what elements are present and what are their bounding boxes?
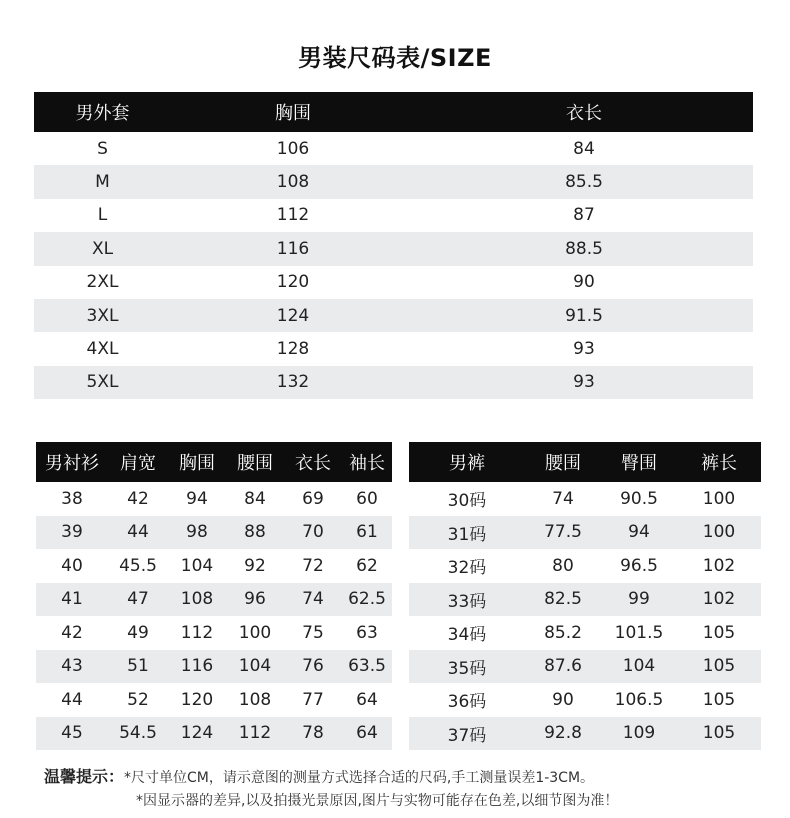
table-cell: 93	[573, 339, 595, 360]
table-row	[34, 199, 753, 232]
shirt-table-body	[36, 482, 392, 750]
table-cell: 120	[180, 689, 214, 710]
table-cell: 52	[127, 689, 149, 710]
table-cell: 33码	[447, 591, 487, 612]
table-row	[409, 650, 761, 684]
table-cell: 85.2	[544, 622, 582, 643]
table-row	[36, 583, 392, 617]
table-row	[36, 717, 392, 751]
table-cell: 88.5	[565, 238, 603, 259]
table-row	[36, 683, 392, 717]
table-row	[409, 516, 761, 550]
table-cell: 100	[702, 488, 736, 509]
table-cell: 112	[238, 723, 272, 744]
table-header-row	[36, 442, 392, 482]
column-header-pants-size: 男裤	[449, 453, 485, 474]
table-cell: 105	[702, 622, 736, 643]
column-header-jacket-size: 男外套	[75, 103, 130, 124]
table-cell: 30码	[447, 491, 487, 512]
table-cell: 108	[238, 689, 272, 710]
tips-line-2	[44, 789, 764, 813]
table-cell: 39	[61, 522, 83, 543]
table-cell: 105	[702, 689, 736, 710]
table-row	[409, 683, 761, 717]
table-cell: 92.8	[544, 723, 582, 744]
table-cell: 34码	[447, 625, 487, 646]
table-cell: 124	[276, 305, 310, 326]
column-header-sleeve: 袖长	[349, 453, 385, 474]
table-cell: 2XL	[86, 272, 119, 293]
table-cell: 112	[276, 205, 310, 226]
table-cell: 60	[356, 488, 378, 509]
table-cell: 76	[302, 656, 324, 677]
jacket-size-table	[34, 92, 753, 399]
table-cell: 94	[186, 488, 208, 509]
column-header-length: 衣长	[295, 453, 331, 474]
column-header-waist: 腰围	[237, 453, 273, 474]
table-cell: 40	[61, 555, 83, 576]
table-row	[36, 516, 392, 550]
table-cell: 78	[302, 723, 324, 744]
table-row	[34, 232, 753, 265]
table-row	[409, 482, 761, 516]
table-cell: 4XL	[86, 339, 119, 360]
table-cell: 45	[61, 723, 83, 744]
table-cell: 5XL	[86, 372, 119, 393]
table-row	[36, 616, 392, 650]
shirt-size-table	[36, 442, 392, 750]
table-cell: 62.5	[348, 589, 386, 610]
table-cell: 96.5	[620, 555, 658, 576]
page-title: 男装尺码表/SIZE	[298, 44, 492, 72]
table-cell: 87.6	[544, 656, 582, 677]
table-cell: 84	[244, 488, 266, 509]
table-cell: 70	[302, 522, 324, 543]
column-header-waist: 腰围	[545, 453, 581, 474]
table-cell: S	[97, 138, 108, 159]
column-header-shoulder: 肩宽	[120, 453, 156, 474]
table-cell: 106.5	[614, 689, 664, 710]
table-row	[36, 482, 392, 516]
table-row	[36, 650, 392, 684]
table-cell: 31码	[447, 524, 487, 545]
table-row	[34, 266, 753, 299]
table-cell: 102	[702, 589, 736, 610]
table-cell: 61	[356, 522, 378, 543]
table-cell: 44	[61, 689, 83, 710]
table-cell: 49	[127, 622, 149, 643]
jacket-table-body	[34, 132, 753, 399]
table-cell: 94	[628, 522, 650, 543]
table-cell: M	[95, 172, 110, 193]
table-cell: L	[97, 205, 108, 226]
tips-text-1: *尺寸单位CM，请示意图的测量方式选择合适的尺码,手工测量误差1-3CM。	[124, 770, 595, 786]
table-cell: 88	[244, 522, 266, 543]
table-cell: 63.5	[348, 656, 386, 677]
table-cell: 106	[276, 138, 310, 159]
table-cell: 69	[302, 488, 324, 509]
pants-size-table	[409, 442, 761, 750]
table-cell: 47	[127, 589, 149, 610]
table-cell: 92	[244, 555, 266, 576]
table-row	[34, 332, 753, 365]
table-cell: 32码	[447, 558, 487, 579]
column-header-hip: 臀围	[621, 453, 657, 474]
table-cell: 38	[61, 488, 83, 509]
table-cell: 112	[180, 622, 214, 643]
table-cell: 90	[573, 272, 595, 293]
table-cell: 64	[356, 689, 378, 710]
table-cell: 64	[356, 723, 378, 744]
table-cell: 45.5	[119, 555, 157, 576]
table-row	[34, 132, 753, 165]
table-header-row	[34, 92, 753, 132]
column-header-pants-length: 裤长	[701, 453, 737, 474]
table-row	[409, 549, 761, 583]
table-cell: 128	[276, 339, 310, 360]
table-cell: 102	[702, 555, 736, 576]
table-cell: 100	[702, 522, 736, 543]
table-cell: 63	[356, 622, 378, 643]
column-header-length: 衣长	[566, 103, 602, 124]
table-cell: 51	[127, 656, 149, 677]
table-cell: XL	[91, 238, 114, 259]
table-cell: 43	[61, 656, 83, 677]
tips-text-2: *因显示器的差异,以及拍摄光景原因,图片与实物可能存在色差,以细节图为准！	[136, 793, 619, 809]
table-cell: 36码	[447, 692, 487, 713]
table-cell: 116	[180, 656, 214, 677]
table-cell: 77	[302, 689, 324, 710]
table-cell: 104	[180, 555, 214, 576]
table-cell: 74	[302, 589, 324, 610]
table-cell: 62	[356, 555, 378, 576]
tips-line-1	[44, 765, 764, 789]
table-row	[36, 549, 392, 583]
pants-table-body	[409, 482, 761, 750]
table-cell: 120	[276, 272, 310, 293]
table-cell: 41	[61, 589, 83, 610]
table-row	[409, 583, 761, 617]
column-header-chest: 胸围	[275, 103, 311, 124]
column-header-chest: 胸围	[179, 453, 215, 474]
table-cell: 109	[622, 723, 656, 744]
table-cell: 80	[552, 555, 574, 576]
table-cell: 100	[238, 622, 272, 643]
table-cell: 82.5	[544, 589, 582, 610]
table-cell: 108	[276, 172, 310, 193]
table-cell: 44	[127, 522, 149, 543]
table-cell: 84	[573, 138, 595, 159]
table-cell: 72	[302, 555, 324, 576]
table-row	[409, 717, 761, 751]
table-cell: 54.5	[119, 723, 157, 744]
table-cell: 108	[180, 589, 214, 610]
table-cell: 98	[186, 522, 208, 543]
table-cell: 87	[573, 205, 595, 226]
table-cell: 101.5	[614, 622, 664, 643]
table-header-row	[409, 442, 761, 482]
table-cell: 105	[702, 723, 736, 744]
table-cell: 104	[622, 656, 656, 677]
table-cell: 91.5	[565, 305, 603, 326]
table-cell: 77.5	[544, 522, 582, 543]
table-cell: 74	[552, 488, 574, 509]
table-cell: 124	[180, 723, 214, 744]
table-cell: 132	[276, 372, 310, 393]
table-row	[34, 165, 753, 198]
table-cell: 96	[244, 589, 266, 610]
table-cell: 104	[238, 656, 272, 677]
table-cell: 75	[302, 622, 324, 643]
table-cell: 3XL	[86, 305, 119, 326]
table-row	[409, 616, 761, 650]
table-cell: 90	[552, 689, 574, 710]
table-cell: 116	[276, 238, 310, 259]
tips-label: 温馨提示：	[44, 767, 125, 786]
column-header-shirt-size: 男衬衫	[45, 453, 99, 474]
table-cell: 42	[127, 488, 149, 509]
table-cell: 42	[61, 622, 83, 643]
table-cell: 37码	[447, 725, 487, 746]
table-cell: 90.5	[620, 488, 658, 509]
tips-section	[44, 765, 764, 813]
table-row	[34, 299, 753, 332]
table-cell: 105	[702, 656, 736, 677]
table-cell: 85.5	[565, 172, 603, 193]
table-cell: 35码	[447, 658, 487, 679]
table-cell: 93	[573, 372, 595, 393]
table-row	[34, 366, 753, 399]
table-cell: 99	[628, 589, 650, 610]
